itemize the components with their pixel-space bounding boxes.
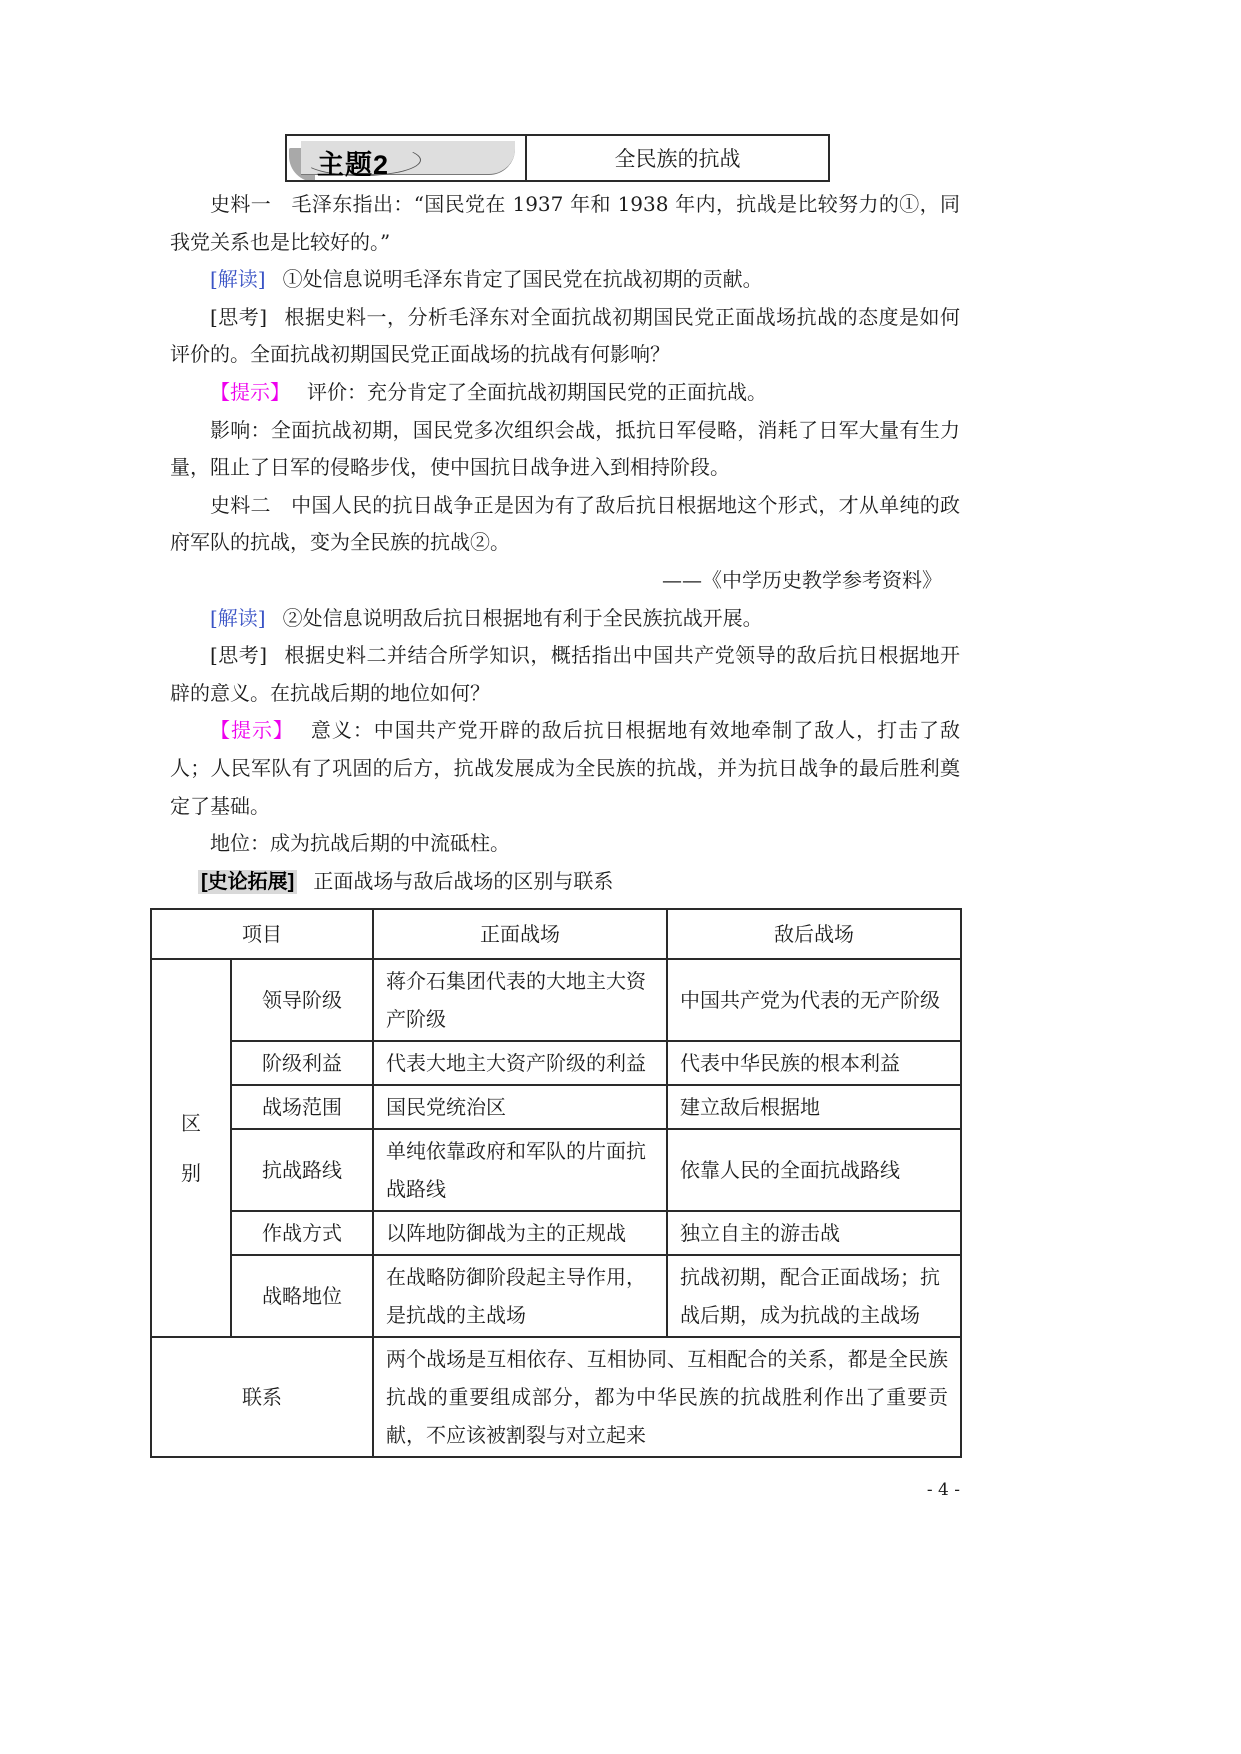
topic-banner [287, 136, 527, 180]
front-cell: 代表大地主大资产阶级的利益 [373, 1041, 667, 1085]
paragraph-status [170, 825, 960, 863]
tishi-tag: 【提示】 [210, 379, 290, 404]
table-row [151, 1211, 961, 1255]
front-cell: 单纯依靠政府和军队的片面抗战路线 [373, 1129, 667, 1211]
behind-cell: 代表中华民族的根本利益 [667, 1041, 961, 1085]
tishi-tag: 【提示】 [210, 718, 294, 743]
paragraph-tishi-2 [170, 712, 960, 825]
table-row [151, 959, 961, 1041]
behind-cell: 建立敌后根据地 [667, 1085, 961, 1129]
header-cell-behind: 敌后战场 [667, 909, 961, 959]
paragraph-text: 意义：中国共产党开辟的敌后抗日根据地有效地牵制了敌人，打击了敌人；人民军队有了巩固的后方，抗战发展成为全民族的抗战，并为抗日战争的最后胜利奠定了基础。 [170, 718, 961, 818]
paragraph-jiedu-1 [170, 261, 960, 299]
header-cell-project: 项目 [151, 909, 373, 959]
paragraph-material-1 [170, 186, 960, 261]
document-body [170, 186, 960, 902]
paragraph-influence [170, 412, 960, 487]
behind-cell: 独立自主的游击战 [667, 1211, 961, 1255]
jiedu-tag: [解读] [210, 605, 266, 630]
table-link-row [151, 1337, 961, 1457]
row-label-cell: 领导阶级 [231, 959, 373, 1041]
link-label-cell: 联系 [151, 1337, 373, 1457]
paragraph-text: 影响：全面抗战初期，国民党多次组织会战，抵抗日军侵略，消耗了日军大量有生力量，阻止了日军的侵略步伐，使中国抗日战争进入到相持阶段。 [170, 417, 960, 480]
table-row [151, 1255, 961, 1337]
expansion-badge: [史论拓展] [198, 870, 297, 894]
expansion-title: 正面战场与敌后战场的区别与联系 [313, 869, 614, 894]
paragraph-text: ①处信息说明毛泽东肯定了国民党在抗战初期的贡献。 [282, 267, 763, 292]
topic-label: 主题2 [317, 150, 390, 180]
paragraph-sikao-2 [170, 637, 960, 712]
sikao-tag: [思考] [210, 304, 268, 329]
link-text-cell: 两个战场是互相依存、互相协同、互相配合的关系，都是全民族抗战的重要组成部分，都为中华民族的抗战胜利作出了重要贡献，不应该被割裂与对立起来 [373, 1337, 961, 1457]
group-label: 区别 [181, 1111, 201, 1185]
topic-title: 全民族的抗战 [614, 147, 741, 171]
paragraph-sikao-1 [170, 299, 960, 374]
row-label-cell: 战略地位 [231, 1255, 373, 1337]
expansion-heading [170, 863, 960, 902]
comparison-table [150, 908, 962, 1458]
table-row [151, 1041, 961, 1085]
row-label-cell: 阶级利益 [231, 1041, 373, 1085]
row-label-cell: 作战方式 [231, 1211, 373, 1255]
paragraph-text: 根据史料二并结合所学知识，概括指出中国共产党领导的敌后抗日根据地开辟的意义。在抗战后期的地位如何？ [170, 643, 961, 705]
paragraph-text: ②处信息说明敌后抗日根据地有利于全民族抗战开展。 [282, 605, 763, 630]
paragraph-text: 根据史料一，分析毛泽东对全面抗战初期国民党正面战场抗战的态度是如何评价的。全面抗战初期国民党正面战场的抗战有何影响？ [170, 304, 961, 367]
paragraph-jiedu-2 [170, 600, 960, 638]
row-label-cell: 抗战路线 [231, 1129, 373, 1211]
behind-cell: 依靠人民的全面抗战路线 [667, 1129, 961, 1211]
behind-cell: 中国共产党为代表的无产阶级 [667, 959, 961, 1041]
citation-text: ——《中学历史教学参考资料》 [662, 567, 942, 592]
paragraph-text: 地位：成为抗战后期的中流砥柱。 [210, 831, 510, 856]
source-citation [170, 562, 960, 600]
front-cell: 蒋介石集团代表的大地主大资产阶级 [373, 959, 667, 1041]
header-cell-front: 正面战场 [373, 909, 667, 959]
topic-title-cell [527, 136, 828, 180]
paragraph-text: 史料一 毛泽东指出：“国民党在 1937 年和 1938 年内，抗战是比较努力的①，同我党关系也是比较好的。” [170, 192, 960, 254]
row-label-cell: 战场范围 [231, 1085, 373, 1129]
table-row [151, 1085, 961, 1129]
table-row [151, 1129, 961, 1211]
paragraph-text: 史料二 中国人民的抗日战争正是因为有了敌后抗日根据地这个形式，才从单纯的政府军队的抗战，变为全民族的抗战②。 [170, 492, 960, 555]
paragraph-material-2 [170, 487, 960, 562]
behind-cell: 抗战初期，配合正面战场；抗战后期，成为抗战的主战场 [667, 1255, 961, 1337]
jiedu-tag: [解读] [210, 267, 266, 292]
paragraph-text: 评价：充分肯定了全面抗战初期国民党的正面抗战。 [307, 379, 767, 404]
front-cell: 在战略防御阶段起主导作用，是抗战的主战场 [373, 1255, 667, 1337]
topic-header-box [285, 134, 830, 182]
group-label-cell [151, 959, 231, 1337]
front-cell: 以阵地防御战为主的正规战 [373, 1211, 667, 1255]
table-header-row [151, 909, 961, 959]
front-cell: 国民党统治区 [373, 1085, 667, 1129]
sikao-tag: [思考] [210, 643, 268, 668]
page-number: - 4 - [926, 1480, 960, 1500]
paragraph-tishi-1 [170, 374, 960, 412]
